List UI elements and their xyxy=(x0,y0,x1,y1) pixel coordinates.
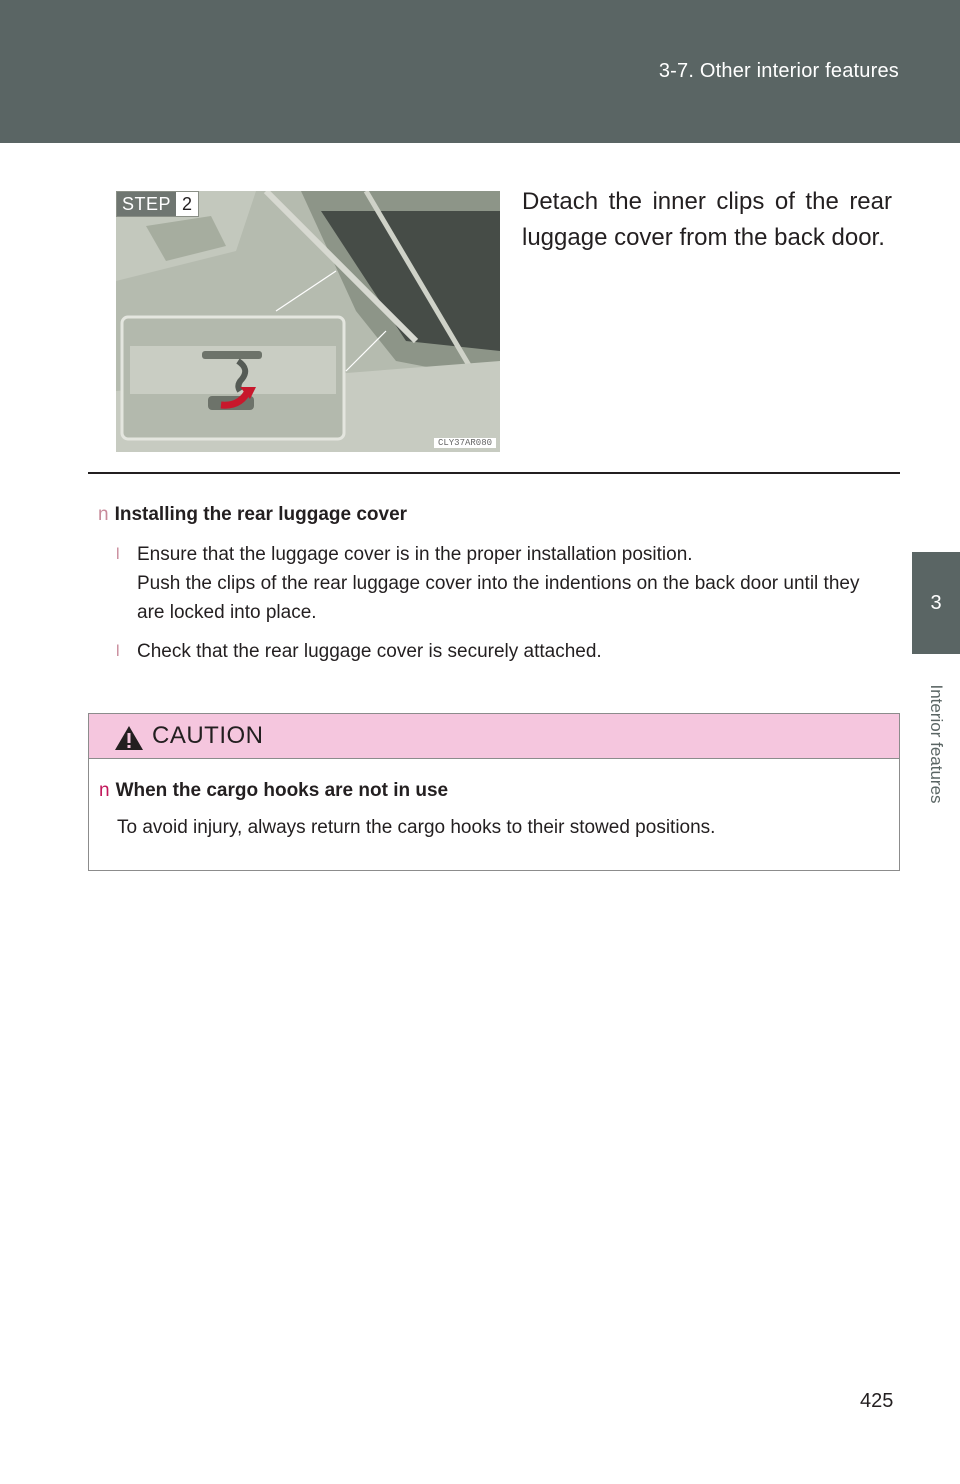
caution-title: CAUTION xyxy=(152,722,264,749)
note-bullet-1 xyxy=(116,540,886,627)
caution-heading-text: When the cargo hooks are not in use xyxy=(115,780,449,801)
bullet-marker: l xyxy=(116,546,120,563)
chapter-number-tab: 3 xyxy=(912,552,960,654)
note-heading-text: Installing the rear luggage cover xyxy=(114,504,408,525)
chapter-label: Interior features xyxy=(927,684,946,804)
bullet-text-continued: Push the clips of the rear luggage cover into the indentions on the back door until they are locked into place. xyxy=(137,573,860,623)
page-number: 425 xyxy=(860,1390,894,1412)
caution-header xyxy=(89,714,899,759)
step-illustration xyxy=(116,191,500,452)
bullet-text: Check that the rear luggage cover is securely attached. xyxy=(137,641,602,662)
note-heading-marker: n xyxy=(98,504,109,525)
step-badge xyxy=(116,191,199,217)
luggage-clip-illustration xyxy=(116,191,500,452)
caution-heading-marker: n xyxy=(99,780,110,801)
caution-body: To avoid injury, always return the cargo hooks to their stowed positions. xyxy=(117,817,716,838)
note-heading xyxy=(98,504,407,526)
bullet-text: Ensure that the luggage cover is in the proper installation position. xyxy=(137,544,693,565)
step-label: STEP xyxy=(117,192,176,216)
caution-box xyxy=(88,713,900,871)
warning-triangle-icon xyxy=(114,725,144,751)
caution-heading xyxy=(99,780,448,802)
section-title: 3-7. Other interior features xyxy=(658,60,899,82)
chapter-label-tab xyxy=(912,654,960,834)
bullet-marker: l xyxy=(116,643,120,660)
note-bullet-2 xyxy=(116,637,886,666)
step-instruction: Detach the inner clips of the rear luggage cover from the back door. xyxy=(522,188,892,251)
section-divider xyxy=(88,472,900,474)
step-number: 2 xyxy=(176,192,198,216)
image-code: CLY37AR080 xyxy=(434,438,496,448)
